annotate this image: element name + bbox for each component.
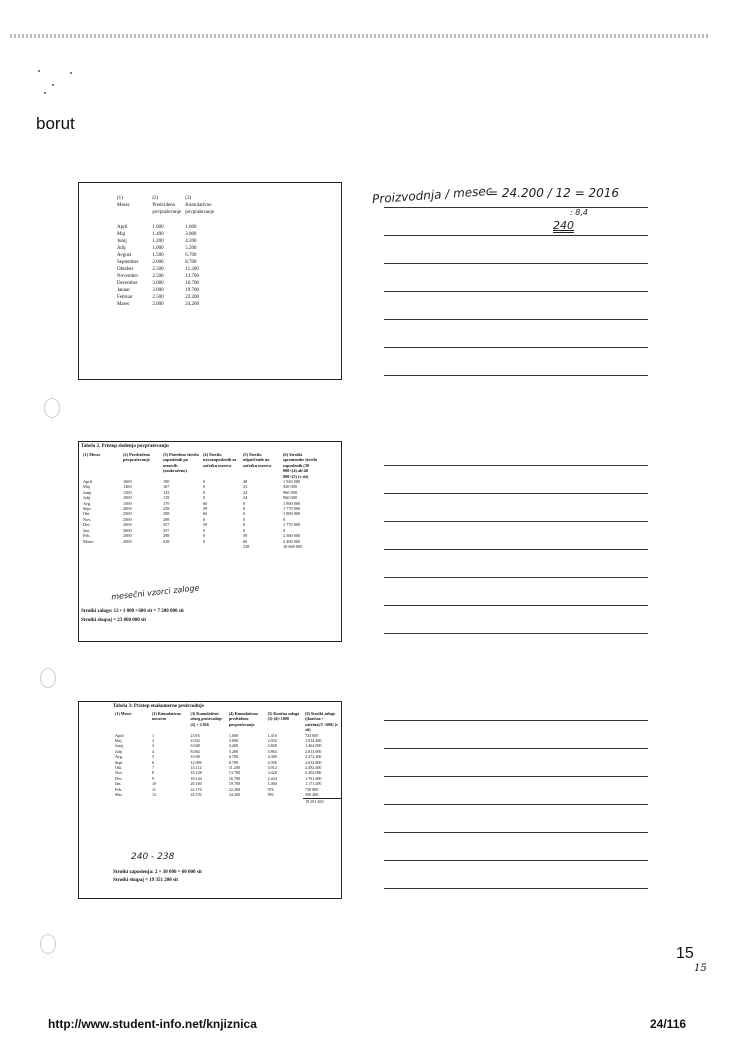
note-line <box>384 319 648 320</box>
table-cell: 13.700 <box>228 770 241 776</box>
table-cell: 6.700 <box>228 754 239 760</box>
header-line: Predvideno <box>152 203 176 208</box>
table-cell: Sept. <box>115 759 124 765</box>
table-cell: 2500 <box>123 516 132 522</box>
table-cell: 11 <box>152 786 156 792</box>
table-cell: 1.600 <box>185 225 197 230</box>
table-cell: 0 <box>243 527 246 533</box>
table-cell: 2.848 <box>267 743 277 749</box>
table-row <box>115 245 216 252</box>
table-cell: Mar. <box>115 792 123 798</box>
table-cell: Julij <box>83 495 91 501</box>
total-cost-note: Stroški skupaj = 23 860 000 sit <box>81 618 146 623</box>
table-cell: 2.202.000 <box>305 770 322 776</box>
table-cell: Januar <box>117 288 131 293</box>
table-cell: 5 <box>152 754 155 760</box>
table-cell: 1 770 000 <box>283 522 301 528</box>
table-cell: 1.600 <box>152 225 164 230</box>
table-cell: 1 800 000 <box>283 500 301 506</box>
chase-strategy-table <box>81 452 321 549</box>
table-row <box>115 266 216 273</box>
table-cell: 48 <box>243 479 248 485</box>
table-cell: 59 <box>243 533 248 539</box>
table-cell: 2.500 <box>152 295 164 300</box>
table-cell: 3.000 <box>152 288 164 293</box>
column-header <box>115 195 150 216</box>
table-cell: 143 <box>163 489 170 495</box>
note-line <box>384 207 648 208</box>
table-cell: 59 <box>203 522 208 528</box>
table-cell: 238 <box>163 538 170 544</box>
table-cell: 3000 <box>123 522 132 528</box>
table-cell: November <box>117 274 139 279</box>
table-cell: 24 <box>243 489 248 495</box>
table-cell: Avg. <box>83 500 92 506</box>
level-strategy-table <box>113 711 341 804</box>
table-cell: Marec <box>117 302 130 307</box>
table-cell: 0 <box>203 484 206 490</box>
table-cell: Nov. <box>115 770 123 776</box>
table-cell: 16.700 <box>228 775 241 781</box>
table-cell: 357 <box>163 527 170 533</box>
handwritten-note: mesečni vzorci zaloge <box>110 583 200 602</box>
table-cell: 23 <box>243 484 248 490</box>
note-line <box>384 549 648 550</box>
handwritten-label: Proizvodnja / mesec <box>371 183 493 207</box>
table-cell: 60 <box>203 500 208 506</box>
table-cell: Okt. <box>115 765 123 771</box>
punch-hole <box>44 398 60 418</box>
note-line <box>384 860 648 861</box>
table-cell: 4.396 <box>267 759 277 765</box>
handwritten-formula: = 24.200 / 12 = 2016 <box>488 186 620 200</box>
column-header: (1) Mesec <box>83 452 101 457</box>
note-line <box>384 748 648 749</box>
slide-1 <box>78 182 342 380</box>
table-cell: 0 <box>203 516 206 522</box>
table-cell: 18.144 <box>190 775 202 781</box>
demand-table <box>115 195 216 308</box>
scan-speck <box>44 92 46 94</box>
table-cell: 24.200 <box>185 302 200 307</box>
table-cell: Junij <box>83 489 92 495</box>
table-cell: 60 <box>243 538 248 544</box>
table-cell: 8.700 <box>228 759 239 765</box>
cost-note: Stroški zaposlenja: 2 × 30 000 = 60 000 sit <box>113 870 202 875</box>
table-cell: 3.000 <box>185 232 197 237</box>
table-cell: 2.000 <box>152 302 164 307</box>
table-cell: 730 800 <box>305 786 319 792</box>
table-cell: 1.460 <box>267 781 277 787</box>
table-cell: 4.032 <box>190 738 200 744</box>
table-cell: 3000 <box>123 527 132 533</box>
table-caption: Tabela 2. Pristop sledenja povpraševanju <box>81 444 169 449</box>
table-cell: 1.500 <box>152 253 164 258</box>
column-header: (1) Mesec <box>115 711 132 716</box>
table-row <box>115 231 216 238</box>
table-cell: 10 <box>152 781 157 787</box>
table-cell: Okt. <box>83 511 91 517</box>
table-cell: 1200 <box>123 489 132 495</box>
cost-note: Stroški zaloge: 12 • 1 000 • 600 sit = 7 200 000 sit <box>81 609 184 614</box>
column-header: (6) Stroški spremembe števila zaposlenih (30 000×(4) ali 40 000×(5) (v sit) <box>283 452 317 479</box>
column-header: (4) Število novozaposlenih za začetku meseca <box>203 452 237 468</box>
slide-3 <box>78 701 342 899</box>
column-header: (5) Končna zaloga (3)-(4)+1000 <box>267 711 300 722</box>
table-cell: April <box>115 732 124 738</box>
table-cell: 1.416 <box>267 732 277 738</box>
table-cell: 22.176 <box>190 786 202 792</box>
handwritten-page-number: 15 <box>694 963 707 974</box>
table-cell: 8 <box>152 770 155 776</box>
footer-page-counter: 24/116 <box>650 1017 687 1031</box>
scan-speck <box>38 70 40 72</box>
column-header <box>150 195 183 216</box>
table-cell: 59 <box>203 506 208 512</box>
column-header: (4) Kumulativno predvideno povpraševanje <box>228 711 258 727</box>
table-cell: 0 <box>243 511 246 517</box>
note-line <box>384 832 648 833</box>
table-cell: 8.700 <box>185 260 197 265</box>
table-cell: 0 <box>243 500 246 506</box>
table-cell: Dec. <box>115 775 123 781</box>
table-cell: 724 800 <box>305 732 319 738</box>
header-line: povpraševanje <box>152 210 182 215</box>
table-cell: 2 360 000 <box>283 533 301 539</box>
column-header: (3) Kumulativni obseg proizvodnje (2) × 2.016 <box>190 711 223 727</box>
note-line <box>384 347 648 348</box>
table-cell: Maj <box>115 738 122 744</box>
table-cell: 190 <box>163 479 170 485</box>
scan-speck <box>52 84 54 86</box>
header-line: povpraševanje <box>185 210 215 215</box>
table-cell: 2.000 <box>152 260 164 265</box>
table-cell: Maj <box>117 232 126 237</box>
table-cell: 960 000 <box>283 489 297 495</box>
table-cell: 11.200 <box>185 267 199 272</box>
table-cell: 5.200 <box>185 246 197 251</box>
column-header: (2) Predvideno povpraševanje <box>123 452 151 463</box>
header-line: (2) <box>152 196 159 201</box>
table-cell: Julij <box>115 748 123 754</box>
handwritten-note: 240 - 238 <box>131 852 175 862</box>
total-cell: 16 660 000 <box>283 543 303 549</box>
scan-speck <box>70 72 72 74</box>
header-line: Mesec <box>117 203 131 208</box>
column-header: (2) Kumulativno meseceo <box>152 711 182 722</box>
table-cell: 12.096 <box>190 759 202 765</box>
handwritten-division: : 8,4 <box>570 208 588 217</box>
table-cell: April <box>117 225 128 230</box>
table-row <box>115 301 216 308</box>
table-cell: Maj <box>83 484 90 490</box>
punch-hole <box>40 934 56 954</box>
slide-page-number: 15 <box>676 945 694 962</box>
table-cell: 14.112 <box>190 765 202 771</box>
table-cell: 10.08 <box>190 754 200 760</box>
note-line <box>384 720 648 721</box>
table-cell: 119 <box>163 495 170 501</box>
column-header <box>183 195 216 216</box>
table-cell: 976 <box>267 786 274 792</box>
table-cell: 0 <box>243 522 246 528</box>
table-cell: 2.472.200 <box>305 754 322 760</box>
table-cell: Julij <box>117 246 126 251</box>
table-cell: 2.032 <box>267 738 277 744</box>
table-cell: 2.492.400 <box>305 765 322 771</box>
table-cell: 1 800 000 <box>283 511 301 517</box>
column-header: (5) Število odpuščenih na začetku meseca <box>243 452 272 468</box>
table-cell: 1500 <box>123 500 132 506</box>
table-cell: 2.500 <box>152 267 164 272</box>
table-cell: 2000 <box>123 506 132 512</box>
table-cell: 1600 <box>123 479 132 485</box>
table-cell: Junij <box>117 239 127 244</box>
table-cell: 167 <box>163 484 170 490</box>
table-cell: 2500 <box>123 511 132 517</box>
table-cell: 24.200 <box>228 792 241 798</box>
table-cell: 0 <box>203 527 206 533</box>
table-cell: 2.444 <box>267 775 277 781</box>
table-row <box>115 224 216 231</box>
table-cell: Feb. <box>83 533 91 539</box>
table-cell: 60 <box>203 511 208 517</box>
note-line <box>384 633 648 634</box>
table-row <box>115 294 216 301</box>
table-cell: 1000 <box>123 495 132 501</box>
table-cell: 3.864 <box>267 748 277 754</box>
handwritten-result: 240 <box>553 219 574 232</box>
table-cell: 179 <box>163 500 170 506</box>
table-cell: 11.200 <box>228 765 240 771</box>
table-cell: 19.700 <box>228 781 241 787</box>
table-cell: 16.700 <box>185 281 200 286</box>
table-cell: Sept. <box>83 506 92 512</box>
table-cell: 16.128 <box>190 770 202 776</box>
total-cell: 19 291 200 <box>303 798 341 804</box>
table-cell: 0 <box>283 516 286 522</box>
table-cell: 3 <box>152 743 155 749</box>
total-cell: 238 <box>243 543 250 549</box>
column-header: (6) Stroški zaloge ((končna + začetna)/2 ×600) (v sit) <box>305 711 339 733</box>
table-cell: 0 <box>283 527 286 533</box>
column-header: (3) Potrebno število zaposlenih po mesecih (zaokroženo) <box>163 452 199 474</box>
table-cell: 1400 <box>123 484 132 490</box>
table-cell: 2.632.800 <box>305 759 322 765</box>
table-cell: 1.761.600 <box>305 775 322 781</box>
note-line <box>384 375 648 376</box>
table-cell: 0 <box>203 489 206 495</box>
note-line <box>384 263 648 264</box>
table-cell: Februar <box>117 295 133 300</box>
table-cell: 3.428 <box>267 770 277 776</box>
table-cell: 357 <box>163 522 170 528</box>
table-row <box>115 273 216 280</box>
header-line: Kumulativno <box>185 203 212 208</box>
table-cell: Avgust <box>117 253 132 258</box>
table-cell: 1.000 <box>152 246 164 251</box>
table-cell: 2.500 <box>152 274 164 279</box>
note-line <box>384 577 648 578</box>
table-cell: 590 400 <box>305 792 319 798</box>
header-line: (1) <box>117 196 123 201</box>
table-cell: Feb. <box>115 786 123 792</box>
table-cell: Dec. <box>83 522 91 528</box>
note-line <box>384 291 648 292</box>
table-cell: 0 <box>243 506 246 512</box>
table-cell: 2000 <box>123 538 132 544</box>
table-cell: 1.400 <box>152 232 164 237</box>
table-cell: 13.700 <box>185 274 200 279</box>
table-cell: 6.048 <box>190 743 200 749</box>
scan-top-border <box>10 34 710 38</box>
table-cell: 24 <box>243 495 248 501</box>
table-cell: 1.200 <box>152 239 164 244</box>
table-cell: April <box>83 479 93 485</box>
table-row <box>115 280 216 287</box>
table-cell: Jan. <box>83 527 90 533</box>
table-cell: 3.000 <box>152 281 164 286</box>
table-cell: 12 <box>152 792 157 798</box>
table-row <box>115 252 216 259</box>
table-cell: Junij <box>115 743 123 749</box>
table-cell: 1 770 000 <box>283 506 301 512</box>
table-cell: 4.200 <box>185 239 197 244</box>
table-cell: 4.380 <box>267 754 277 760</box>
table-cell: 5.200 <box>228 748 239 754</box>
table-cell: 2 <box>152 738 155 744</box>
table-cell: Avg. <box>115 754 123 760</box>
table-row <box>115 259 216 266</box>
table-cell: 2.016 <box>190 732 200 738</box>
slide-2 <box>78 441 342 642</box>
table-cell: 3.912 <box>267 765 277 771</box>
table-cell: 6.700 <box>185 253 197 258</box>
table-caption: Tabela 3: Pristop enakomerne proizvodnje <box>113 704 204 709</box>
note-line <box>384 493 648 494</box>
table-cell: 298 <box>163 516 170 522</box>
table-cell: 0 <box>203 533 206 539</box>
table-cell: 20.160 <box>190 781 202 787</box>
note-line <box>384 605 648 606</box>
table-cell: 298 <box>163 511 170 517</box>
table-cell: 2 400 000 <box>283 538 301 544</box>
table-cell: 960 000 <box>283 495 297 501</box>
table-cell: 0 <box>203 538 206 544</box>
note-line <box>384 804 648 805</box>
table-cell: 22.200 <box>185 295 200 300</box>
table-cell: 0 <box>203 479 206 485</box>
author-name: borut <box>36 114 75 133</box>
note-line <box>384 776 648 777</box>
footer-url: http://www.student-info.net/knjiznica <box>48 1017 257 1031</box>
table-cell: 1.600 <box>228 732 239 738</box>
note-line <box>384 888 648 889</box>
table-cell: 2500 <box>123 533 132 539</box>
total-cost-note: Stroški skupaj = 19 351 200 sit <box>113 878 178 883</box>
table-cell: 19.700 <box>185 288 200 293</box>
table-cell: Nov. <box>83 516 92 522</box>
table-cell: 1 920 000 <box>283 479 301 485</box>
table-cell: 7 <box>152 765 155 771</box>
table-cell: 4 <box>152 748 155 754</box>
table-cell: Jan. <box>115 781 122 787</box>
table-cell: 238 <box>163 506 170 512</box>
table-cell: 1 <box>152 732 155 738</box>
table-cell: 6 <box>152 759 155 765</box>
table-cell: 992 <box>267 792 274 798</box>
table-cell: 0 <box>243 516 246 522</box>
table-cell: 1.034.400 <box>305 738 322 744</box>
table-cell: 4.200 <box>228 743 239 749</box>
table-cell: Oktober <box>117 267 134 272</box>
table-cell: 8.064 <box>190 748 200 754</box>
table-cell: 22.200 <box>228 786 241 792</box>
table-cell: 0 <box>203 495 206 501</box>
table-cell: Marec <box>83 538 94 544</box>
table-cell: 920 000 <box>283 484 297 490</box>
table-cell: 1.464.000 <box>305 743 322 749</box>
note-line <box>384 235 648 236</box>
table-cell: 298 <box>163 533 170 539</box>
table-cell: December <box>117 281 138 286</box>
table-row <box>115 238 216 245</box>
punch-hole <box>40 668 56 688</box>
table-cell: 1.171.200 <box>305 781 322 787</box>
table-cell: 2.013.600 <box>305 748 322 754</box>
note-line <box>384 521 648 522</box>
table-cell: 3.000 <box>228 738 239 744</box>
header-line: (3) <box>185 196 192 201</box>
table-row <box>115 287 216 294</box>
note-line <box>384 465 648 466</box>
table-cell: 9 <box>152 775 155 781</box>
table-cell: 24.192 <box>190 792 202 798</box>
table-cell: September <box>117 260 139 265</box>
